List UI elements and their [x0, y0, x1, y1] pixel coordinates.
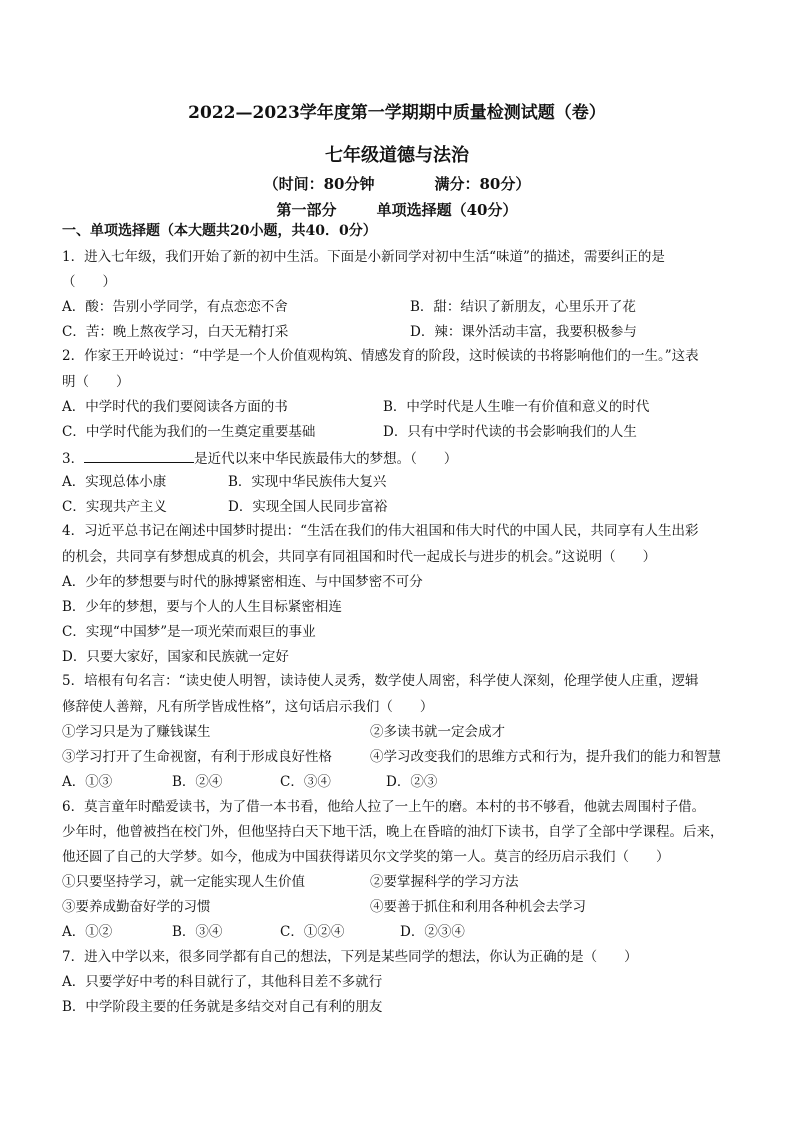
- q7-option-b: B．中学阶段主要的任务就是多结交对自己有利的朋友: [62, 999, 383, 1015]
- q2-option-c: C．中学时代能为我们的一生奠定重要基础: [62, 424, 316, 440]
- exam-time: （时间：80分钟: [263, 175, 375, 193]
- q4-stem-line1: 4．习近平总书记在阐述中国梦时提出：“生活在我们的伟大祖国和伟大时代的中国人民，共同享有人生出彩: [62, 523, 699, 539]
- q6-option-c: C．①②④: [280, 924, 345, 940]
- q6-stem-line3: 他还圆了自己的大学梦。如今，他成为中国获得诺贝尔文学奖的第一人。莫言的经历启示我们（ ）: [62, 849, 670, 865]
- part-label: 第一部分: [276, 201, 337, 219]
- q2-option-d: D．只有中学时代读的书会影响我们的人生: [383, 424, 637, 440]
- q5-option-d: D．②③: [386, 774, 438, 790]
- section-heading: 一、单项选择题（本大题共20小题，共40．0分）: [62, 223, 377, 239]
- q4-stem-line2: 的机会，共同享有梦想成真的机会，共同享有同祖国和时代一起成长与进步的机会。”这说明（ ）: [62, 549, 657, 565]
- q6-statement-4: ④要善于抓住和利用各种机会去学习: [370, 899, 586, 915]
- q3-number: 3．: [62, 451, 85, 467]
- q6-option-b: B．③④: [172, 924, 223, 940]
- q5-option-c: C．③④: [280, 774, 331, 790]
- subject-title: 七年级道德与法治: [325, 145, 469, 166]
- q1-option-d: D．辣：课外活动丰富，我要积极参与: [410, 324, 637, 340]
- q2-option-b: B．中学时代是人生唯一有价值和意义的时代: [383, 399, 650, 415]
- q6-stem-line1: 6．莫言童年时酷爱读书，为了借一本书看，他给人拉了一上午的磨。本村的书不够看，他就去周围村子借。: [62, 799, 706, 815]
- q3-option-c: C．实现共产主义: [62, 499, 167, 515]
- q6-option-a: A．①②: [62, 924, 113, 940]
- q2-option-a: A．中学时代的我们要阅读各方面的书: [62, 399, 288, 415]
- q7-stem: 7．进入中学以来，很多同学都有自己的想法，下列是某些同学的想法，你认为正确的是（ ）: [62, 949, 638, 965]
- q6-statement-3: ③要养成勤奋好学的习惯: [62, 899, 211, 915]
- q6-statement-2: ②要掌握科学的学习方法: [370, 874, 519, 890]
- q5-option-b: B．②④: [172, 774, 223, 790]
- q3-stem-text: 是近代以来中华民族最伟大的梦想。（ ）: [194, 451, 458, 467]
- q3-option-d: D．实现全国人民同步富裕: [228, 499, 388, 515]
- q1-stem-line1: 1．进入七年级，我们开始了新的初中生活。下面是小新同学对初中生活“味道”的描述，需要纠正的是: [62, 249, 665, 265]
- q6-statement-1: ①只要坚持学习，就一定能实现人生价值: [62, 874, 305, 890]
- q5-stem-line2: 修辞使人善辩，凡有所学皆成性格”，这句话启示我们（ ）: [62, 699, 434, 715]
- q5-option-a: A．①③: [62, 774, 113, 790]
- q5-statement-3: ③学习打开了生命视窗，有利于形成良好性格: [62, 749, 332, 765]
- q1-option-a: A．酸：告别小学同学，有点恋恋不舍: [62, 299, 288, 315]
- part-name: 单项选择题（40分）: [376, 201, 518, 219]
- q4-option-c: C．实现“中国梦”是一项光荣而艰巨的事业: [62, 624, 316, 640]
- q1-stem-line2: （ ）: [62, 274, 116, 290]
- q4-option-a: A．少年的梦想要与时代的脉搏紧密相连、与中国梦密不可分: [62, 574, 423, 590]
- q1-option-c: C．苦：晚上熬夜学习，白天无精打采: [62, 324, 289, 340]
- q1-option-b: B．甜：结识了新朋友，心里乐开了花: [410, 299, 636, 315]
- exam-score: 满分：80分）: [434, 175, 531, 193]
- q3-blank: [84, 448, 194, 463]
- exam-title: 2022—2023学年度第一学期期中质量检测试题（卷）: [188, 103, 606, 123]
- q4-option-b: B．少年的梦想，要与个人的人生目标紧密相连: [62, 599, 342, 615]
- q6-stem-line2: 少年时，他曾被挡在校门外，但他坚持白天下地干活，晚上在昏暗的油灯下读书，自学了全部中学课程。后来，: [62, 824, 724, 840]
- q3-option-b: B．实现中华民族伟大复兴: [228, 474, 387, 490]
- part-heading: [0, 199, 794, 220]
- q5-statement-2: ②多读书就一定会成才: [370, 724, 505, 740]
- exam-info: [0, 173, 794, 194]
- q7-option-a: A．只要学好中考的科目就行了，其他科目差不多就行: [62, 974, 383, 990]
- q3-stem: [62, 448, 457, 468]
- q2-stem-line1: 2．作家王开岭说过：“中学是一个人价值观构筑、情感发育的阶段，这时候读的书将影响他们的一生。”这表: [62, 348, 699, 364]
- q5-stem-line1: 5．培根有句名言：“读史使人明智，读诗使人灵秀，数学使人周密，科学使人深刻，伦理学使人庄重，逻辑: [62, 673, 699, 689]
- q6-option-d: D．②③④: [400, 924, 465, 940]
- q5-statement-1: ①学习只是为了赚钱谋生: [62, 724, 211, 740]
- q5-statement-4: ④学习改变我们的思维方式和行为，提升我们的能力和智慧: [370, 749, 721, 765]
- q3-option-a: A．实现总体小康: [62, 474, 167, 490]
- q2-stem-line2: 明（ ）: [62, 374, 130, 390]
- q4-option-d: D．只要大家好，国家和民族就一定好: [62, 649, 289, 665]
